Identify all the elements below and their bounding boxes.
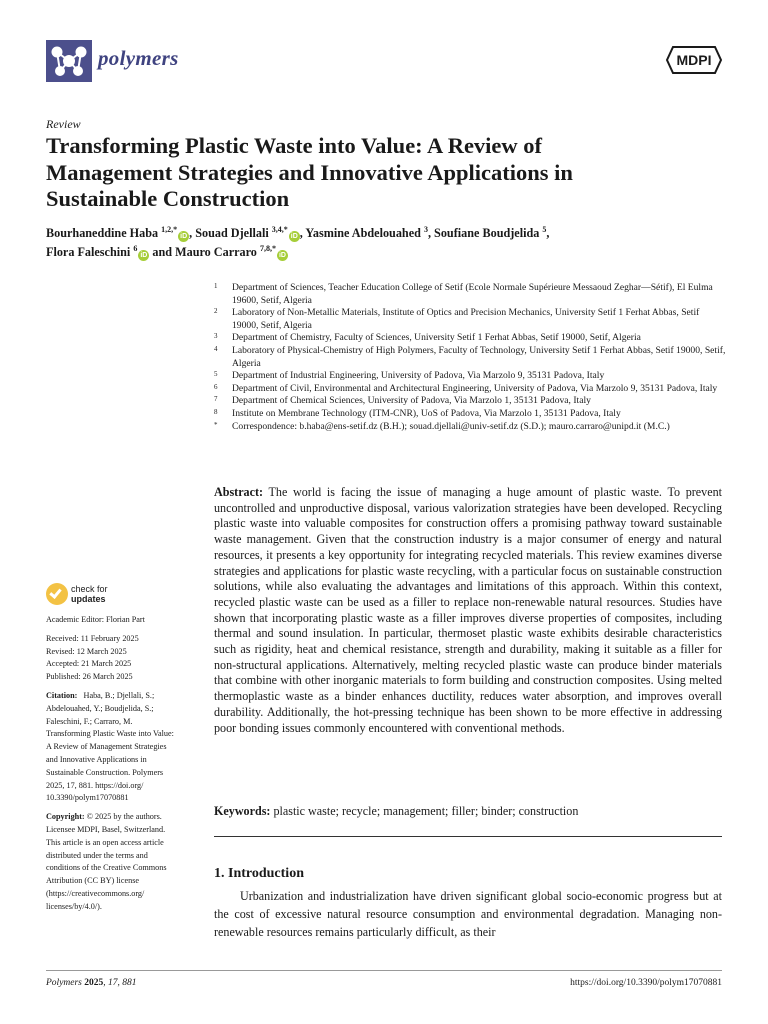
affiliation-text: Department of Sciences, Teacher Education College of Setif (Ecole Normale Supérieure Messaoud Zeghar—Sétif), El Eulma 19600, Setif, Algeria xyxy=(232,282,713,306)
affiliation-text: Institute on Membrane Technology (ITM-CNR), UoS of Padova, Via Marzolo 1, 35131 Padova, Italy xyxy=(232,407,621,419)
affiliation-number: 8 xyxy=(214,407,218,416)
affiliation-item xyxy=(214,370,726,383)
affiliation-item xyxy=(214,345,726,370)
article-info-sidebar xyxy=(46,614,186,920)
orcid-icon[interactable]: iD xyxy=(290,233,298,240)
author-separator: , xyxy=(299,226,306,240)
author-affiliation-marker: 1,2,* xyxy=(161,225,178,234)
abstract-label: Abstract: xyxy=(214,485,264,499)
check-for-updates-button[interactable] xyxy=(46,583,166,607)
copyright-line: © 2025 by the authors. xyxy=(86,812,162,822)
journal-logo-icon xyxy=(46,40,92,82)
footer-volume: , 17, 881 xyxy=(103,978,137,988)
received-date: Received: 11 February 2025 xyxy=(46,633,139,643)
footer-doi-link[interactable]: https://doi.org/10.3390/polym17070881 xyxy=(570,978,722,988)
citation-line: Haba, B.; Djellali, S.; xyxy=(83,690,155,700)
citation-doi-link[interactable]: 2025, 17, 881. https://doi.org/ xyxy=(46,780,144,790)
footer-citation xyxy=(46,978,137,988)
journal-name: polymers xyxy=(98,46,179,70)
affiliation-item xyxy=(214,282,726,307)
introduction-paragraph: Urbanization and industrialization have driven significant global socio-economic progress but at the cost of excessive natural resource consumption and environmental degradation. Managing non-renewable resources remains particularly difficult, as their xyxy=(214,889,722,940)
copyright-line: Licensee MDPI, Basel, Switzerland. xyxy=(46,824,166,834)
affiliation-text: Laboratory of Physical-Chemistry of High Polymers, Faculty of Technology, University Setif 1 Ferhat Abbas, Setif 19000, Setif, Algeria xyxy=(232,344,726,369)
citation-line: Transforming Plastic Waste into Value: xyxy=(46,729,174,739)
author-affiliation-marker: 3,4,* xyxy=(271,225,288,234)
affiliation-number: 5 xyxy=(214,370,218,379)
citation-line: and Innovative Applications in xyxy=(46,754,147,764)
affiliation-text: Department of Chemical Sciences, University of Padova, Via Marzolo 1, 35131 Padova, Italy xyxy=(232,395,591,407)
author-name: Mauro Carraro xyxy=(175,245,257,259)
affiliation-item xyxy=(214,408,726,421)
checkmark-icon xyxy=(46,583,68,605)
author-name: Soufiane Boudjelida xyxy=(434,226,540,240)
affiliation-item xyxy=(214,383,726,396)
author-separator: , xyxy=(546,226,550,240)
abstract xyxy=(214,485,722,736)
author-affiliation-marker: 6 xyxy=(133,244,138,253)
license-link[interactable]: (https://creativecommons.org/ xyxy=(46,888,145,898)
citation-doi-link[interactable]: 10.3390/polym17070881 xyxy=(46,793,129,803)
article-type: Review xyxy=(46,117,81,131)
author-separator: , xyxy=(427,226,435,240)
author-affiliation-marker: 7,8,* xyxy=(259,244,276,253)
author-affiliation-marker: 5 xyxy=(542,225,547,234)
affiliation-number: 7 xyxy=(214,395,218,404)
affiliation-list xyxy=(214,282,726,433)
affiliation-number: 4 xyxy=(214,344,218,353)
affiliation-item xyxy=(214,332,726,345)
keywords xyxy=(214,804,722,820)
revised-date: Revised: 12 March 2025 xyxy=(46,646,127,656)
affiliation-text: Department of Civil, Environmental and Architectural Engineering, University of Padova, Via Marzolo 9, 35131 Padova, Italy xyxy=(232,382,718,394)
publisher-name: MDPI xyxy=(676,52,712,68)
title-line: Management Strategies and Innovative Applications in xyxy=(46,159,573,185)
affiliation-number: 6 xyxy=(214,382,218,391)
article-title xyxy=(46,133,686,213)
section-divider xyxy=(214,836,722,837)
orcid-icon[interactable]: iD xyxy=(278,252,286,259)
citation-line: Sustainable Construction. Polymers xyxy=(46,767,164,777)
author-affiliation-marker: 3 xyxy=(423,225,428,234)
correspondence-item xyxy=(214,421,726,434)
citation-line: A Review of Management Strategies xyxy=(46,742,167,752)
copyright-line: conditions of the Creative Commons xyxy=(46,863,167,873)
affiliation-text: Department of Industrial Engineering, University of Padova, Via Marzolo 9, 35131 Padova, Italy xyxy=(232,370,605,382)
affiliation-item xyxy=(214,307,726,332)
author-name: Flora Faleschini xyxy=(46,245,131,259)
title-line: Transforming Plastic Waste into Value: A Review of xyxy=(46,133,543,158)
copyright-block xyxy=(46,811,186,913)
affiliation-text: Laboratory of Non-Metallic Materials, Institute of Optics and Precision Mechanics, University Setif 1 Ferhat Abbas, Setif 19000, Setif, Algeria xyxy=(232,307,700,331)
citation-line: Abdelouahed, Y.; Boudjelida, S.; xyxy=(46,703,154,713)
academic-editor: Academic Editor: Florian Part xyxy=(46,615,145,624)
accepted-date: Accepted: 21 March 2025 xyxy=(46,659,132,669)
check-for-updates-label xyxy=(71,584,108,604)
author-separator: , xyxy=(189,226,196,240)
affiliation-item xyxy=(214,395,726,408)
title-line: Sustainable Construction xyxy=(46,186,290,211)
copyright-line: This article is an open access article xyxy=(46,837,164,847)
author-separator: and xyxy=(149,245,176,259)
footer-year: 2025 xyxy=(84,978,104,988)
affiliation-number: 3 xyxy=(214,332,218,341)
citation-line: Faleschini, F.; Carraro, M. xyxy=(46,716,133,726)
footer-journal: Polymers xyxy=(46,978,82,988)
citation-block xyxy=(46,690,186,805)
publisher-logo xyxy=(665,45,723,75)
orcid-icon[interactable]: iD xyxy=(140,252,148,259)
citation-label: Citation: xyxy=(46,690,78,700)
author-name: Souad Djellali xyxy=(195,226,269,240)
affiliation-number: 1 xyxy=(214,282,218,290)
correspondence-marker: * xyxy=(214,420,218,429)
copyright-label: Copyright: xyxy=(46,812,85,822)
section-heading: 1. Introduction xyxy=(214,866,304,881)
copyright-line: Attribution (CC BY) license xyxy=(46,876,140,886)
correspondence-text[interactable]: Correspondence: b.haba@ens-setif.dz (B.H.); souad.djellali@univ-setif.dz (S.D.); mauro.carraro@unipd.it (M.C.) xyxy=(232,420,670,432)
license-link[interactable]: licenses/by/4.0/). xyxy=(46,901,102,911)
published-date: Published: 26 March 2025 xyxy=(46,672,133,682)
keywords-text: plastic waste; recycle; management; filler; binder; construction xyxy=(273,804,579,818)
footer-divider xyxy=(46,970,722,971)
affiliation-text: Department of Chemistry, Faculty of Sciences, University Setif 1 Ferhat Abbas, Setif 19000, Setif, Algeria xyxy=(232,332,641,344)
affiliation-number: 2 xyxy=(214,307,218,316)
keywords-label: Keywords: xyxy=(214,804,271,818)
author-list xyxy=(46,224,726,262)
check-for-updates-line: updates xyxy=(71,594,106,604)
copyright-line: distributed under the terms and xyxy=(46,850,148,860)
check-for-updates-line: check for xyxy=(71,584,108,594)
author-name: Yasmine Abdelouahed xyxy=(305,226,421,240)
author-name: Bourhaneddine Haba xyxy=(46,226,159,240)
orcid-icon[interactable]: iD xyxy=(180,233,188,240)
abstract-text: The world is facing the issue of managing a huge amount of plastic waste. To prevent uncontrolled and unproductive disposal, various valorization strategies have been developed. Recycling plastic waste into valuable composites for construction offers a promising pathway toward sustainable waste management. Given that the construction industry is a major consumer of energy and natural resources, it presents a key opportunity for integrating recycled materials. This review examines diverse strategies and applications for plastic waste recycling, with a particular focus on sustainable construction solutions, while also evaluating the advantages and limitations of this approach. Within this context, recycled plastic waste can be used as a filler to replace non-renewable natural resources. Studies have shown that incorporating plastic waste as a filler improves diverse properties of composites, including thermal and sound insulation. In particular, thermoset plastic waste exhibits desirable characteristics such as rigidity, heat and chemical resistance, strength and durability, making it suitable as a filler for non-structural applications. Alternatively, melting recycled plastic waste can produce binder materials that combine with other inorganic materials to form building and construction composites. Using melted thermoplastic waste as a binder enhances ductility, reduces water absorption, and improves overall durability. Additionally, the hot-pressing technique has been shown to be more effective in addressing poor bonding issues commonly encountered with conventional methods. xyxy=(214,485,722,735)
